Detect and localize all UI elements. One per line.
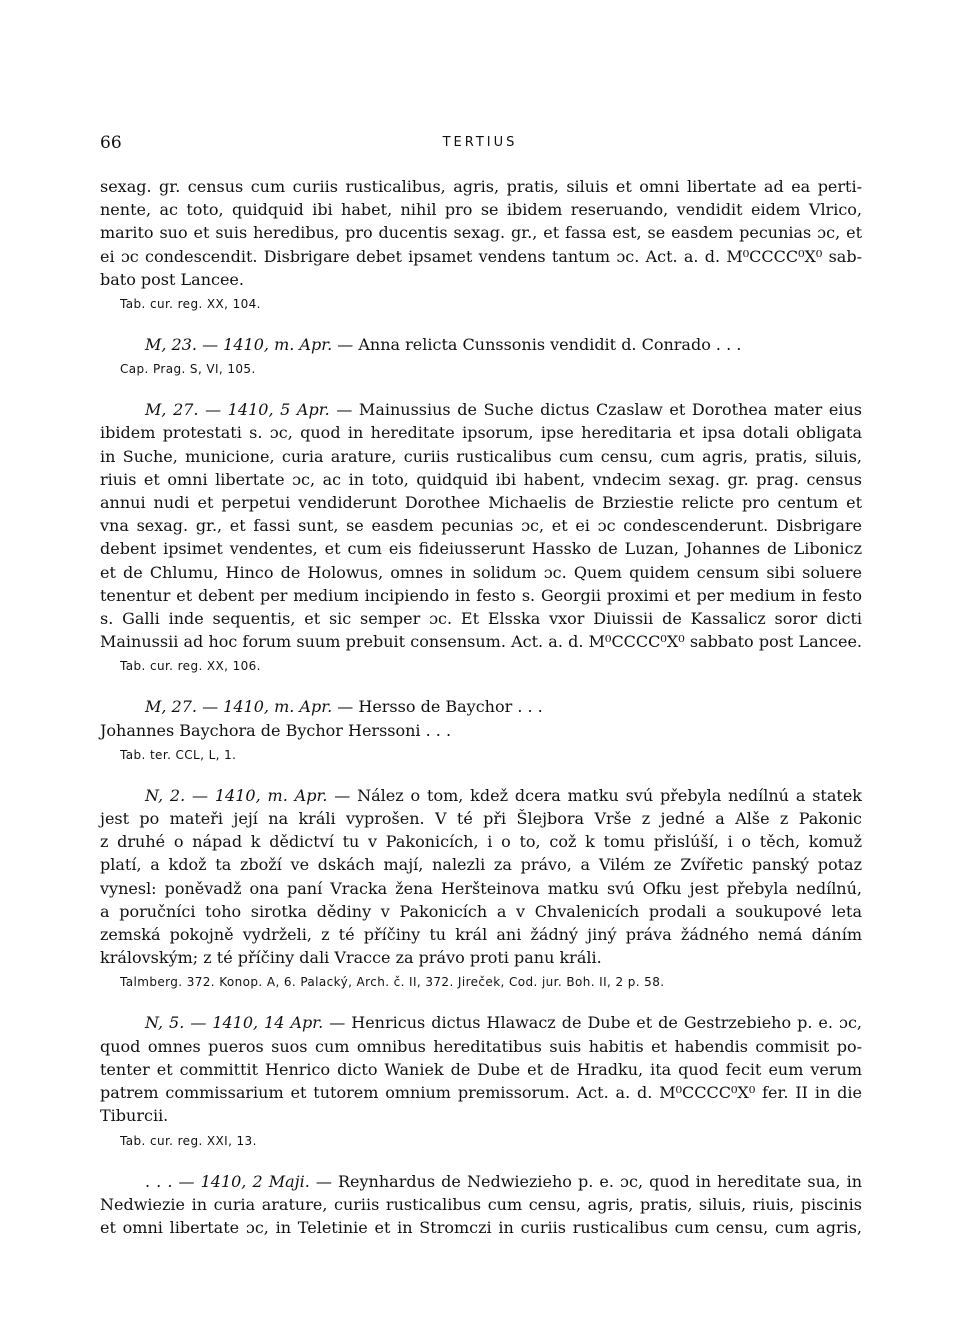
text-line: M, 23. — 1410, m. Apr. — Anna relicta Cunssonis vendidit d. Conrado . . .	[145, 335, 742, 355]
source-citation: Tab. ter. CCL, L, 1.	[120, 747, 237, 762]
text-line: M, 27. — 1410, 5 Apr. — Mainussius de Suche dictus Czaslaw et Dorothea mater eius	[145, 400, 862, 420]
entry-text	[100, 1170, 862, 1240]
text-line: N, 5. — 1410, 14 Apr. — Henricus dictus Hlawacz de Dube et de Gestrzebieho p. e. ɔc,	[145, 1013, 862, 1033]
running-title: TERTIUS	[442, 135, 518, 150]
text-line: s. Galli inde sequentis, et sic semper ɔc. Et Elsska vxor Diuissii de Kassalicz soror dicti	[100, 609, 862, 629]
source-citation: Cap. Prag. S, VI, 105.	[120, 362, 256, 377]
text-line: Mainussii ad hoc forum suum prebuit consensum. Act. a. d. M⁰CCCC⁰X⁰ sabbato post Lancee.	[100, 632, 862, 652]
text-line: tenentur et debent per medium incipiendo in festo s. Georgii proximi et per medium in festo	[100, 585, 862, 605]
text-line: nente, ac toto, quidquid ibi habet, nihil pro se ibidem reseruando, vendidit eidem Vlrico,	[100, 200, 862, 220]
text-line: tenter et committit Henrico dicto Waniek de Dube et de Hradku, ita quod fecit eum verum	[100, 1059, 862, 1079]
text-line: debent ipsimet vendentes, et cum eis fideiusserunt Hassko de Luzan, Johannes de Libonicz	[100, 539, 862, 559]
entry-text	[100, 1011, 862, 1127]
text-line: Johannes Baychora de Bychor Herssoni . . .	[100, 720, 452, 740]
text-line: bato post Lancee.	[100, 269, 244, 289]
text-line: patrem commissarium et tutorem omnium premissorum. Act. a. d. M⁰CCCC⁰X⁰ fer. II in die	[100, 1083, 862, 1103]
source-citation: Tab. cur. reg. XXI, 13.	[120, 1133, 257, 1148]
source-citation: Tab. cur. reg. XX, 104.	[120, 297, 261, 312]
source-citation: Tab. cur. reg. XX, 106.	[120, 659, 261, 674]
text-line: ei ɔc condescendit. Disbrigare debet ipsamet vendens tantum ɔc. Act. a. d. M⁰CCCC⁰X⁰ sab-	[100, 246, 862, 266]
text-line: sexag. gr. census cum curiis rusticalibus, agris, pratis, siluis et omni libertate ad ea perti-	[100, 177, 862, 196]
entry-heading: N, 2. — 1410, m. Apr.	[145, 785, 328, 805]
text-line: Nedwiezie in curia arature, curiis rusticalibus cum censu, agris, pratis, siluis, riuis, piscinis	[100, 1194, 862, 1214]
text-line: vynesl: poněvadž ona paní Vracka žena Heršteinova matku svú Ofku jest přebyla nedílnú,	[100, 878, 862, 898]
entry	[100, 398, 862, 675]
text-line: platí, a kdož ta zboží ve dskách mají, nalezli za právo, a Vilém ze Zvířetic panský potaz	[100, 855, 862, 875]
text-line: Tiburcii.	[100, 1106, 169, 1126]
page-header	[100, 133, 860, 161]
text-line: . . . — 1410, 2 Maji. — Reynhardus de Nedwiezieho p. e. ɔc, quod in hereditate sua, in	[145, 1171, 862, 1191]
text-line: královským; z té příčiny dali Vracce za právo proti panu králi.	[100, 948, 602, 968]
entry-text	[100, 695, 862, 741]
entry	[100, 1011, 862, 1149]
page-number: 66	[100, 133, 122, 153]
text-line: quod omnes pueros suos cum omnibus hereditatibus suis habitis et habendis commisit po-	[100, 1036, 862, 1056]
entry-heading: M, 23. — 1410, m. Apr.	[145, 335, 333, 355]
document-body	[100, 175, 862, 1239]
source-citation: Talmberg. 372. Konop. A, 6. Palacký, Arch. č. II, 372. Jireček, Cod. jur. Boh. II, 2 p. 58.	[120, 975, 665, 990]
text-line: z druhé o nápad k dědictví tu v Pakonicích, i o to, což k tomu přislúší, i o těch, komuž	[100, 832, 862, 852]
entry-heading: N, 5. — 1410, 14 Apr.	[145, 1013, 324, 1033]
text-line: et omni libertate ɔc, in Teletinie et in Stromczi in curiis rusticalibus cum censu, cum agris,	[100, 1217, 862, 1237]
text-line: N, 2. — 1410, m. Apr. — Nález o tom, kdež dcera matku svú přebyla nedílnú a statek	[145, 785, 862, 805]
entry-heading: M, 27. — 1410, 5 Apr.	[145, 400, 330, 420]
text-line: jest po mateři její na králi vyprošen. V té při Šlejbora Vrše z jedné a Alše z Pakonic	[100, 809, 862, 829]
entry-text	[100, 175, 862, 291]
entry	[100, 695, 862, 763]
entry-text	[100, 784, 862, 970]
entry-text	[100, 333, 862, 356]
text-line: zemská pokojně vydrželi, z té příčiny tu král ani žádný jiný práva žádného nemá dáním	[100, 925, 862, 945]
entry	[100, 1170, 862, 1240]
text-line: M, 27. — 1410, m. Apr. — Hersso de Baychor . . .	[145, 697, 543, 717]
entry	[100, 784, 862, 992]
entry	[100, 175, 862, 313]
text-line: marito suo et suis heredibus, pro ducentis sexag. gr., et fassa est, se easdem pecunias ɔc, et	[100, 223, 862, 243]
text-line: in Suche, municione, curia arature, curiis rusticalibus cum censu, cum agris, pratis, siluis,	[100, 446, 862, 466]
text-line: ibidem protestati s. ɔc, quod in hereditate ipsorum, ipse hereditaria et ipsa dotali obligata	[100, 423, 862, 443]
entry-text	[100, 398, 862, 653]
entry-heading: M, 27. — 1410, m. Apr.	[145, 697, 333, 717]
entry	[100, 333, 862, 378]
text-line: riuis et omni libertate ɔc, ac in toto, quidquid ibi habent, vndecim sexag. gr. prag. census	[100, 469, 862, 489]
text-line: et de Chlumu, Hinco de Holowus, omnes in solidum ɔc. Quem quidem censum sibi soluere	[100, 562, 862, 582]
entry-heading: . . . — 1410, 2 Maji.	[145, 1171, 310, 1191]
text-line: vna sexag. gr., et fassi sunt, se easdem pecunias ɔc, et ei ɔc condescenderunt. Disbrigare	[100, 516, 862, 536]
text-line: a poručníci toho sirotka dědiny v Pakonicích a v Chvalenicích prodali a soukupové leta	[100, 901, 862, 921]
text-line: annui nudi et perpetui vendiderunt Dorothee Michaelis de Brziestie relicte pro centum et	[100, 493, 862, 513]
